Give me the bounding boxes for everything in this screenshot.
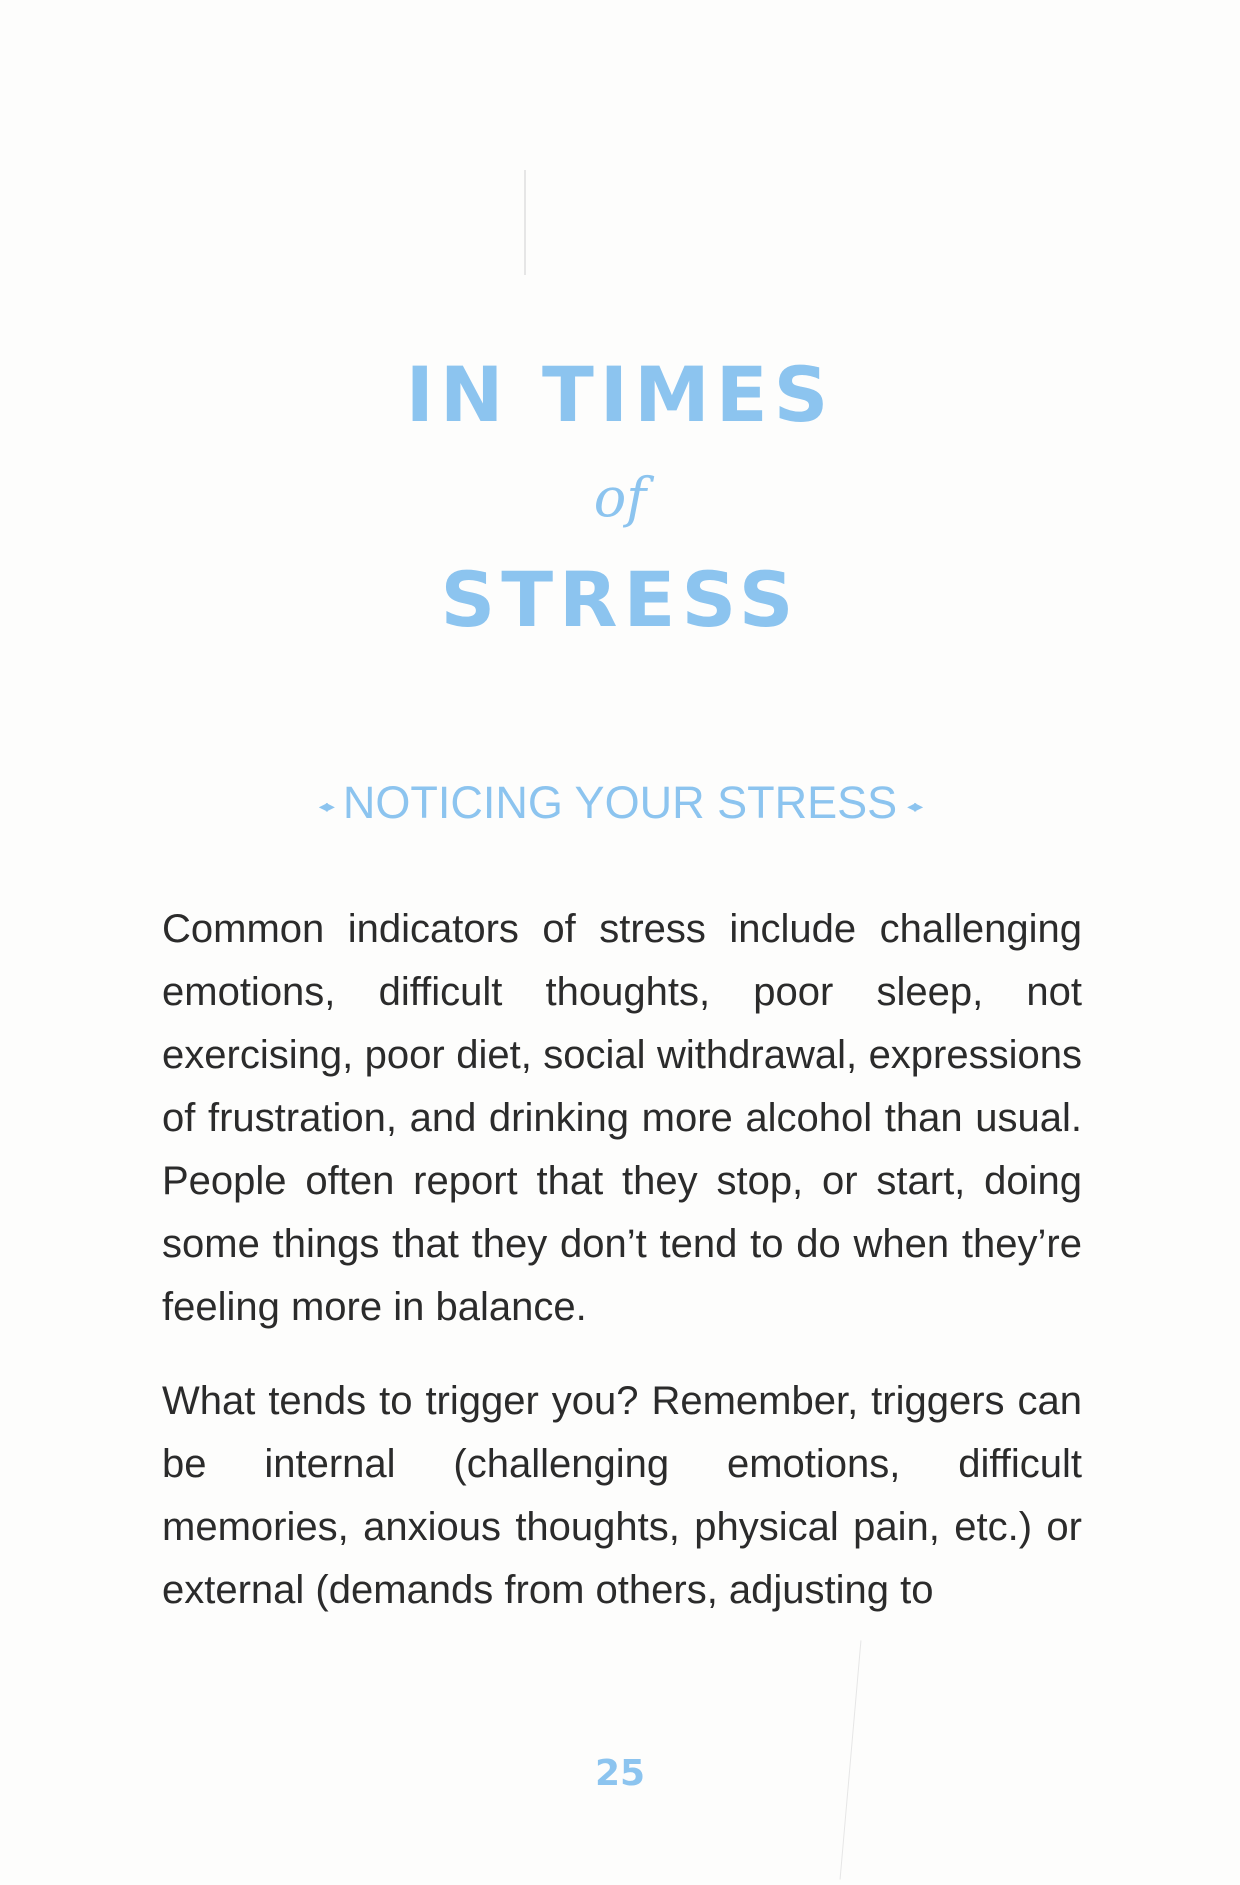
ornament-left-icon: ◂▸ <box>318 796 333 817</box>
body-paragraph: Common indicators of stress include challenging emotions, difficult thoughts, poor sleep, not exercising, poor diet, social withdrawal, expressions of frustration, and drinking more alcohol than usual. People often report that they stop, or start, doing some things that they don’t tend to do when they’re feeling more in balance. <box>162 907 1082 1329</box>
chapter-title-connector: of <box>593 466 647 529</box>
ornament-right-icon: ◂▸ <box>907 796 922 817</box>
page-number: 25 <box>594 1753 646 1794</box>
chapter-title-line-1: IN TIMES <box>405 350 835 439</box>
scan-artifact <box>524 170 526 275</box>
section-heading-text: NOTICING YOUR STRESS <box>342 777 898 828</box>
body-paragraph: What tends to trigger you? Remember, triggers can be internal (challenging emotions, difficult memories, anxious thoughts, physical pain, etc.) or external (demands from others, adjusting to <box>162 1379 1082 1612</box>
section-heading <box>0 775 1240 834</box>
chapter-title-line-2: STRESS <box>440 555 800 644</box>
